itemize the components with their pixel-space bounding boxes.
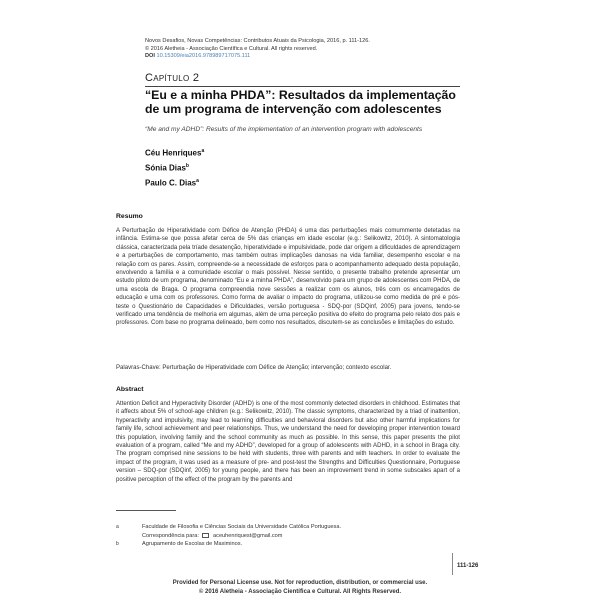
resumo-heading: Resumo	[116, 213, 143, 220]
abstract-heading: Abstract	[116, 386, 144, 393]
article-subtitle: “Me and my ADHD”: Results of the implementation of an intervention program with adolescents	[145, 126, 423, 133]
footnotes	[116, 523, 341, 549]
author-name: Paulo C. Dias	[145, 178, 197, 188]
resumo-body: A Perturbação de Hiperatividade com Défice de Atenção (PHDA) é uma das perturbações mais comummente detetadas na infância. Estima-se que possa afetar cerca de 5% das crianças em idade escolar (e.g.: Selikowitz, 2010). A sintomatologia clássica, caracterizada pela tríade desatenção, hiperatividade e impulsividade, pode dar origem a dificuldades de aprendizagem e a perturbações de comportamento, mas também outras implicações danosas na vida familiar, desempenho escolar e na relação com os pares. Assim, compreende-se a necessidade de esforços para o acompanhamento adequado desta população, envolvendo a família e a comunidade escolar o mais possível. Nesse sentido, o presente trabalho pretende apresentar um estudo piloto de um programa, denominado “Eu e a minha PHDA”, desenvolvido para um grupo de adolescentes com PHDA, de uma escola de Braga. O programa compreendia nove sessões a realizar com os alunos, três com os encarregados de educação e uma com os professores. Como forma de avaliar o impacto do programa, utilizou-se como medida de pré e pós-teste o Questionário de Capacidades e Dificuldades, versão portuguesa - SDQ-por (SDQinf, 2005) para jovens, tendo-se verificado uma tendência de melhoria em algumas, além de uma perceção positiva do efeito do programa pelo relato dos pais e professores. Com base no programa delineado, bem como nos resultados, discutem-se as conclusões e limitações do estudo.	[116, 228, 460, 327]
footnote-text: Agrupamento de Escolas de Maximinos.	[142, 541, 243, 547]
page-number-divider	[452, 553, 453, 575]
author-name: Céu Henriques	[145, 148, 202, 158]
chapter-label: Capítulo 2	[145, 72, 200, 84]
author	[145, 160, 204, 175]
correspondence-email[interactable]: aceuhenriquest@gmail.com	[213, 532, 283, 539]
author-affiliation: a	[201, 148, 205, 154]
author-list	[145, 145, 204, 190]
license-copyright: © 2016 Aletheia - Associação Científica e Cultural. All Rights Reserved.	[198, 589, 402, 595]
doi-line	[145, 53, 370, 61]
correspondence-label: Correspondência para:	[142, 532, 199, 539]
chapter-rule	[145, 86, 460, 87]
author	[145, 145, 204, 160]
footnote-rule	[116, 510, 176, 511]
author-name: Sónia Dias	[145, 163, 186, 173]
license-line: Provided for Personal License use. Not for reproduction, distribution, or commercial use.	[172, 580, 428, 586]
doi-link[interactable]: 10.15309/eia2016.978989717075.111	[156, 53, 251, 60]
citation-line: Novos Desafios, Novas Competências: Contributos Atuais da Psicologia, 2016, p. 111-126.	[145, 38, 370, 44]
correspondence	[142, 532, 341, 541]
footnote-b	[116, 540, 341, 549]
footnote-mark: b	[116, 541, 119, 547]
keywords: Palavras-Chave: Perturbação de Hiperatividade com Défice de Atenção; intervenção; contexto escolar.	[116, 365, 392, 371]
footnote-a	[116, 523, 341, 532]
author-affiliation: b	[185, 163, 189, 170]
doi-label: DOI	[145, 53, 155, 60]
abstract-body: Attention Deficit and Hyperactivity Disorder (ADHD) is one of the most commonly detected disorders in childhood. Estimates that it affects about 5% of school-age children (e.g.: Selikowitz, 2010). The classic symptoms, characterized by a triad of inattention, hyperactivity and impulsivity, may lead to learning difficulties and behavioral disorders but also other harmful implications for family life, school achievement and peer relationships. Thus, we understand the need for developing proper intervention toward this population, involving family and the school community as much as possible. In this sense, this paper presents the pilot evaluation of a program, called “Me and my ADHD”, developed for a group of adolescents with ADHD, in a school in Braga city. The program comprised nine sessions to be held with students, three with parents and with teachers. In order to evaluate the impact of the program, it was used as a measure of pre- and post-test the Strengths and Difficulties Questionnaire, Portuguese version – SDQ-por (SDQinf, 2005) for young people, and there has been an improvement trend in some subscales apart of a positive perception of the effect of the program by the parents and	[116, 401, 460, 483]
footnote-mark: a	[116, 524, 119, 530]
article-title: “Eu e a minha PHDA”: Resultados da implementação de um programa de intervenção com adolescentes	[145, 88, 456, 116]
footnote-text: Faculdade de Filosofia e Ciências Sociais da Universidade Católica Portuguesa.	[142, 524, 341, 530]
page-number: 111-126	[457, 563, 479, 569]
author	[145, 175, 204, 190]
author-affiliation: a	[196, 178, 199, 185]
copyright-line: © 2016 Aletheia - Associação Científica e Cultural. All rights reserved.	[145, 45, 318, 52]
article-metadata	[145, 38, 370, 61]
license-notice	[100, 579, 500, 597]
mail-icon	[202, 533, 209, 538]
